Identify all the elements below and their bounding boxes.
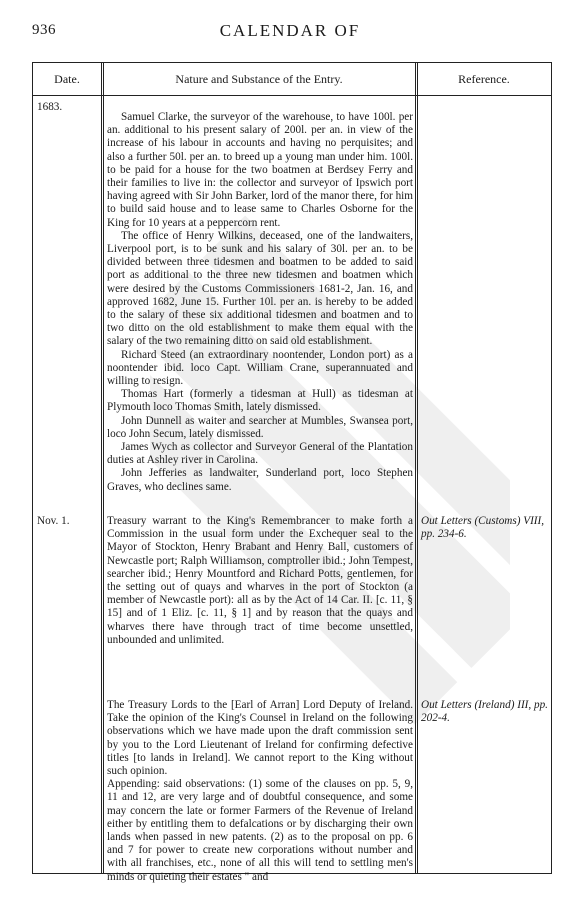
column-header-reference: Reference. xyxy=(458,72,510,86)
entry-text xyxy=(107,515,413,647)
calendar-table xyxy=(32,62,552,883)
entry-reference: Out Letters (Ireland) III, pp. 202-4. xyxy=(421,699,548,725)
entry-reference: Out Letters (Customs) VIII, pp. 234-6. xyxy=(421,515,545,541)
table-header xyxy=(33,63,551,96)
entry-paragraph: Appending: said observations: (1) some of the clauses on pp. 5, 9, 11 and 12, are very large and of doubtful consequence, and some may concern the late or former Farmers of the Revenue of Ireland either by entitling them to defalcations or by discharging their own lands when passed in new patents. (2) as to the proposal on pp. 6 and 7 for power to create new corporations without number and with all franchises, etc., none of all this will tend to settling men's minds or quieting their estates " and xyxy=(107,778,413,883)
column-header-date: Date. xyxy=(54,72,80,86)
entry-text xyxy=(107,699,413,884)
page-header xyxy=(30,18,550,48)
column-divider xyxy=(101,63,102,873)
entry-date: Nov. 1. xyxy=(37,515,70,527)
column-divider xyxy=(417,63,418,873)
entry-date: 1683. xyxy=(37,101,63,113)
column-divider xyxy=(103,63,104,873)
entry-paragraph: James Wych as collector and Surveyor General of the Plantation duties at Ashley river in Carolina. xyxy=(107,441,413,467)
running-title: CALENDAR OF xyxy=(219,21,361,40)
entry-paragraph: Thomas Hart (formerly a tidesman at Hull) as tidesman at Plymouth loco Thomas Smith, lately dismissed. xyxy=(107,388,413,414)
page-number: 936 xyxy=(32,22,56,38)
entry-text xyxy=(107,111,413,494)
entry-paragraph: The Treasury Lords to the [Earl of Arran] Lord Deputy of Ireland. Take the opinion of the King's Counsel in Ireland on the following observations which we have made upon the draft commission sent by you to the Lord Lieutenant of Ireland for confirming defective titles [to lands in Ireland]. We cannot report to the King without such opinion. xyxy=(107,699,413,778)
entry-paragraph: John Jefferies as landwaiter, Sunderland port, loco Stephen Graves, who declines same. xyxy=(107,467,413,493)
column-divider xyxy=(415,63,416,873)
entry-paragraph: Richard Steed (an extraordinary noontender, London port) as a noontender ibid. loco Capt. William Crane, superannuated and willing to resign. xyxy=(107,348,413,388)
entry-paragraph: John Dunnell as waiter and searcher at Mumbles, Swansea port, loco John Secum, lately dismissed. xyxy=(107,414,413,440)
entry-paragraph: The office of Henry Wilkins, deceased, one of the landwaiters, Liverpool port, is to be sunk and his salary of 30l. per an. to be divided between three tidesmen and boatmen to be added to said port as additional to the three new tidesmen and boatmen which were desired by the Customs Commissioners 1681-2, Jan. 16, and approved 1682, June 15. Further 10l. per an. is hereby to be added to the salary of these six additional tidesmen and boatmen and to two ditto on the old establishment to make them equal with the salary of the two remaining ditto on said old establishment. xyxy=(107,229,413,348)
entry-paragraph: Treasury warrant to the King's Remembrancer to make forth a Commission in the usual form under the Exchequer seal to the Mayor of Stockton, Henry Brabant and Henry Ball, customers of Newcastle port; Ralph Williamson, comptroller ibid.; John Tempest, searcher ibid.; Henry Mountford and Richard Potts, gentlemen, for the setting out of quays and wharves in the port of Stockton (a member of Newcastle port): all as by the Act of 14 Car. II. [c. 11, § 15] and of 1 Eliz. [c. 11, § 1] and by reason that the quays and wharves there have through tract of time become unsettled, unbounded and unlimited. xyxy=(107,515,413,646)
column-header-entry: Nature and Substance of the Entry. xyxy=(175,72,343,86)
entry-paragraph: Samuel Clarke, the surveyor of the warehouse, to have 100l. per an. additional to his present salary of 200l. per an. in view of the increase of his labour in accounts and having no perquisites; and also a further 50l. per an. to breed up a young man under him. 100l. to be paid for a house for the two boatmen at Berdsey Ferry and their families to live in: the collector and surveyor of Ipswich port having agreed with Sir John Barker, lord of the manor there, for him to build said house and to lease same to Charles Osborne for the King for 10 years at a peppercorn rent. xyxy=(107,111,413,229)
